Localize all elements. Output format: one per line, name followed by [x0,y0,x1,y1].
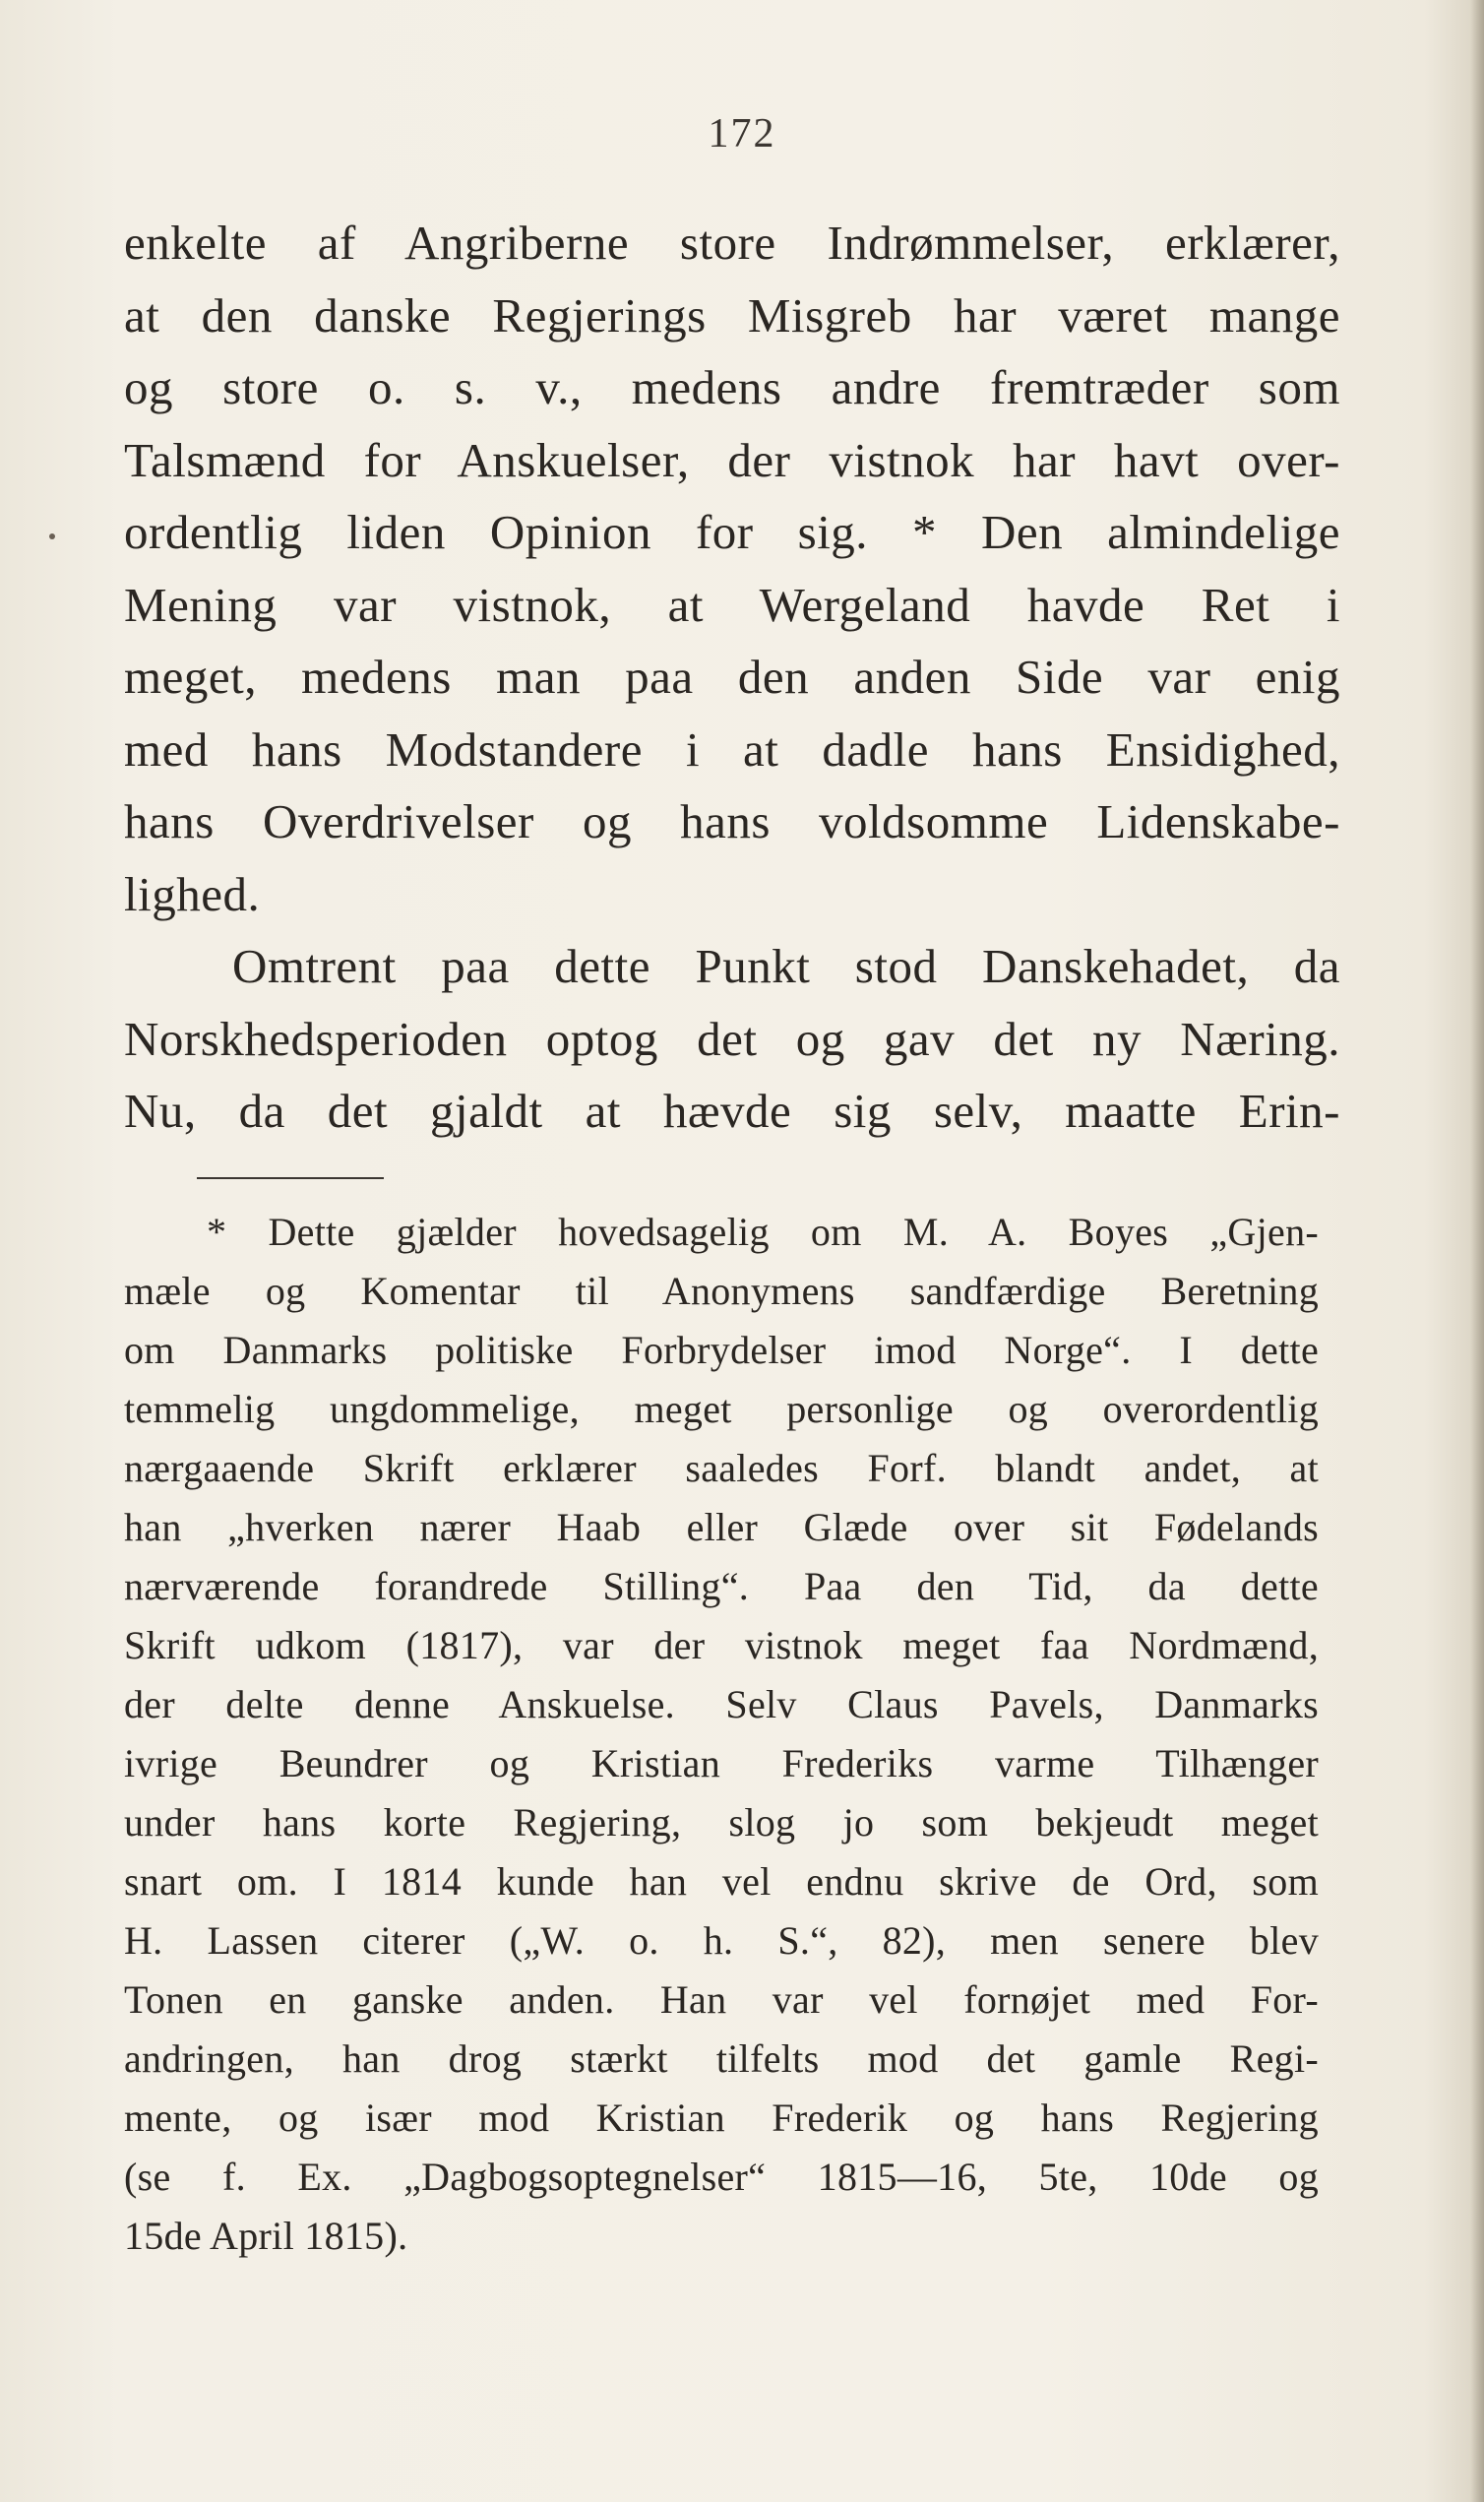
text-line: meget, medens man paa den anden Side var enig [124,650,1340,704]
text-line: Nu, da det gjaldt at hævde sig selv, maatte Erin- [124,1084,1340,1138]
footnote-line: Tonen en ganske anden. Han var vel fornøjet med For- [124,1977,1319,2022]
page-number: 172 [708,111,776,156]
footnote-line: (se f. Ex. „Dagbogsoptegnelser“ 1815—16, 5te, 10de og [124,2155,1319,2199]
footnote-line: der delte denne Anskuelse. Selv Claus Pavels, Danmarks [124,1682,1319,1726]
footnote-line: om Danmarks politiske Forbrydelser imod Norge“. I dette [124,1328,1319,1372]
footnote-line: Skrift udkom (1817), var der vistnok meget faa Nordmænd, [124,1623,1319,1667]
text-line: lighed. [124,866,261,921]
text-line: Norskhedsperioden optog det og gav det ny Næring. [124,1011,1340,1066]
footnote-line: nærværende forandrede Stilling“. Paa den Tid, da dette [124,1564,1319,1608]
text-line: og store o. s. v., medens andre fremtræder som [124,360,1340,414]
footnote-line: 15de April 1815). [124,2214,408,2258]
footnote-line: snart om. I 1814 kunde han vel endnu skrive de Ord, som [124,1859,1319,1904]
footnote [124,1203,1319,2266]
main-text [124,207,1340,1148]
footnote-line: * Dette gjælder hovedsagelig om M. A. Boyes „Gjen- [207,1210,1319,1254]
footnote-line: andringen, han drog stærkt tilfelts mod det gamle Regi- [124,2036,1319,2081]
text-line: Talsmænd for Anskuelser, der vistnok har havt over- [124,432,1340,487]
margin-dot [49,533,55,539]
text-line: enkelte af Angriberne store Indrømmelser, erklærer, [124,216,1340,270]
text-line: hans Overdrivelser og hans voldsomme Lidenskabe- [124,794,1340,848]
text-line: med hans Modstandere i at dadle hans Ensidighed, [124,721,1340,777]
footnote-line: under hans korte Regjering, slog jo som bekjeudt meget [124,1800,1319,1845]
footnote-line: ivrige Beundrer og Kristian Frederiks varme Tilhænger [124,1741,1319,1785]
text-line: at den danske Regjerings Misgreb har været mange [124,287,1340,343]
footnote-line: H. Lassen citerer („W. o. h. S.“, 82), men senere blev [124,1918,1319,1963]
text-line: Mening var vistnok, at Wergeland havde Ret i [124,577,1340,632]
footnote-line: mæle og Komentar til Anonymens sandfærdige Beretning [124,1269,1319,1313]
footnote-line: nærgaaende Skrift erklærer saaledes Forf. blandt andet, at [124,1446,1319,1490]
footnote-line: han „hverken nærer Haab eller Glæde over sit Fødelands [124,1505,1319,1549]
page-edge-shadow [1470,0,1484,2502]
footnote-separator [197,1177,384,1179]
footnote-line: mente, og især mod Kristian Frederik og hans Regjering [124,2095,1319,2140]
paragraph-start-line: Omtrent paa dette Punkt stod Danskehadet, da [232,939,1340,993]
text-line: ordentlig liden Opinion for sig. * Den almindelige [124,505,1340,559]
footnote-line: temmelig ungdommelige, meget personlige og overordentlig [124,1387,1319,1431]
